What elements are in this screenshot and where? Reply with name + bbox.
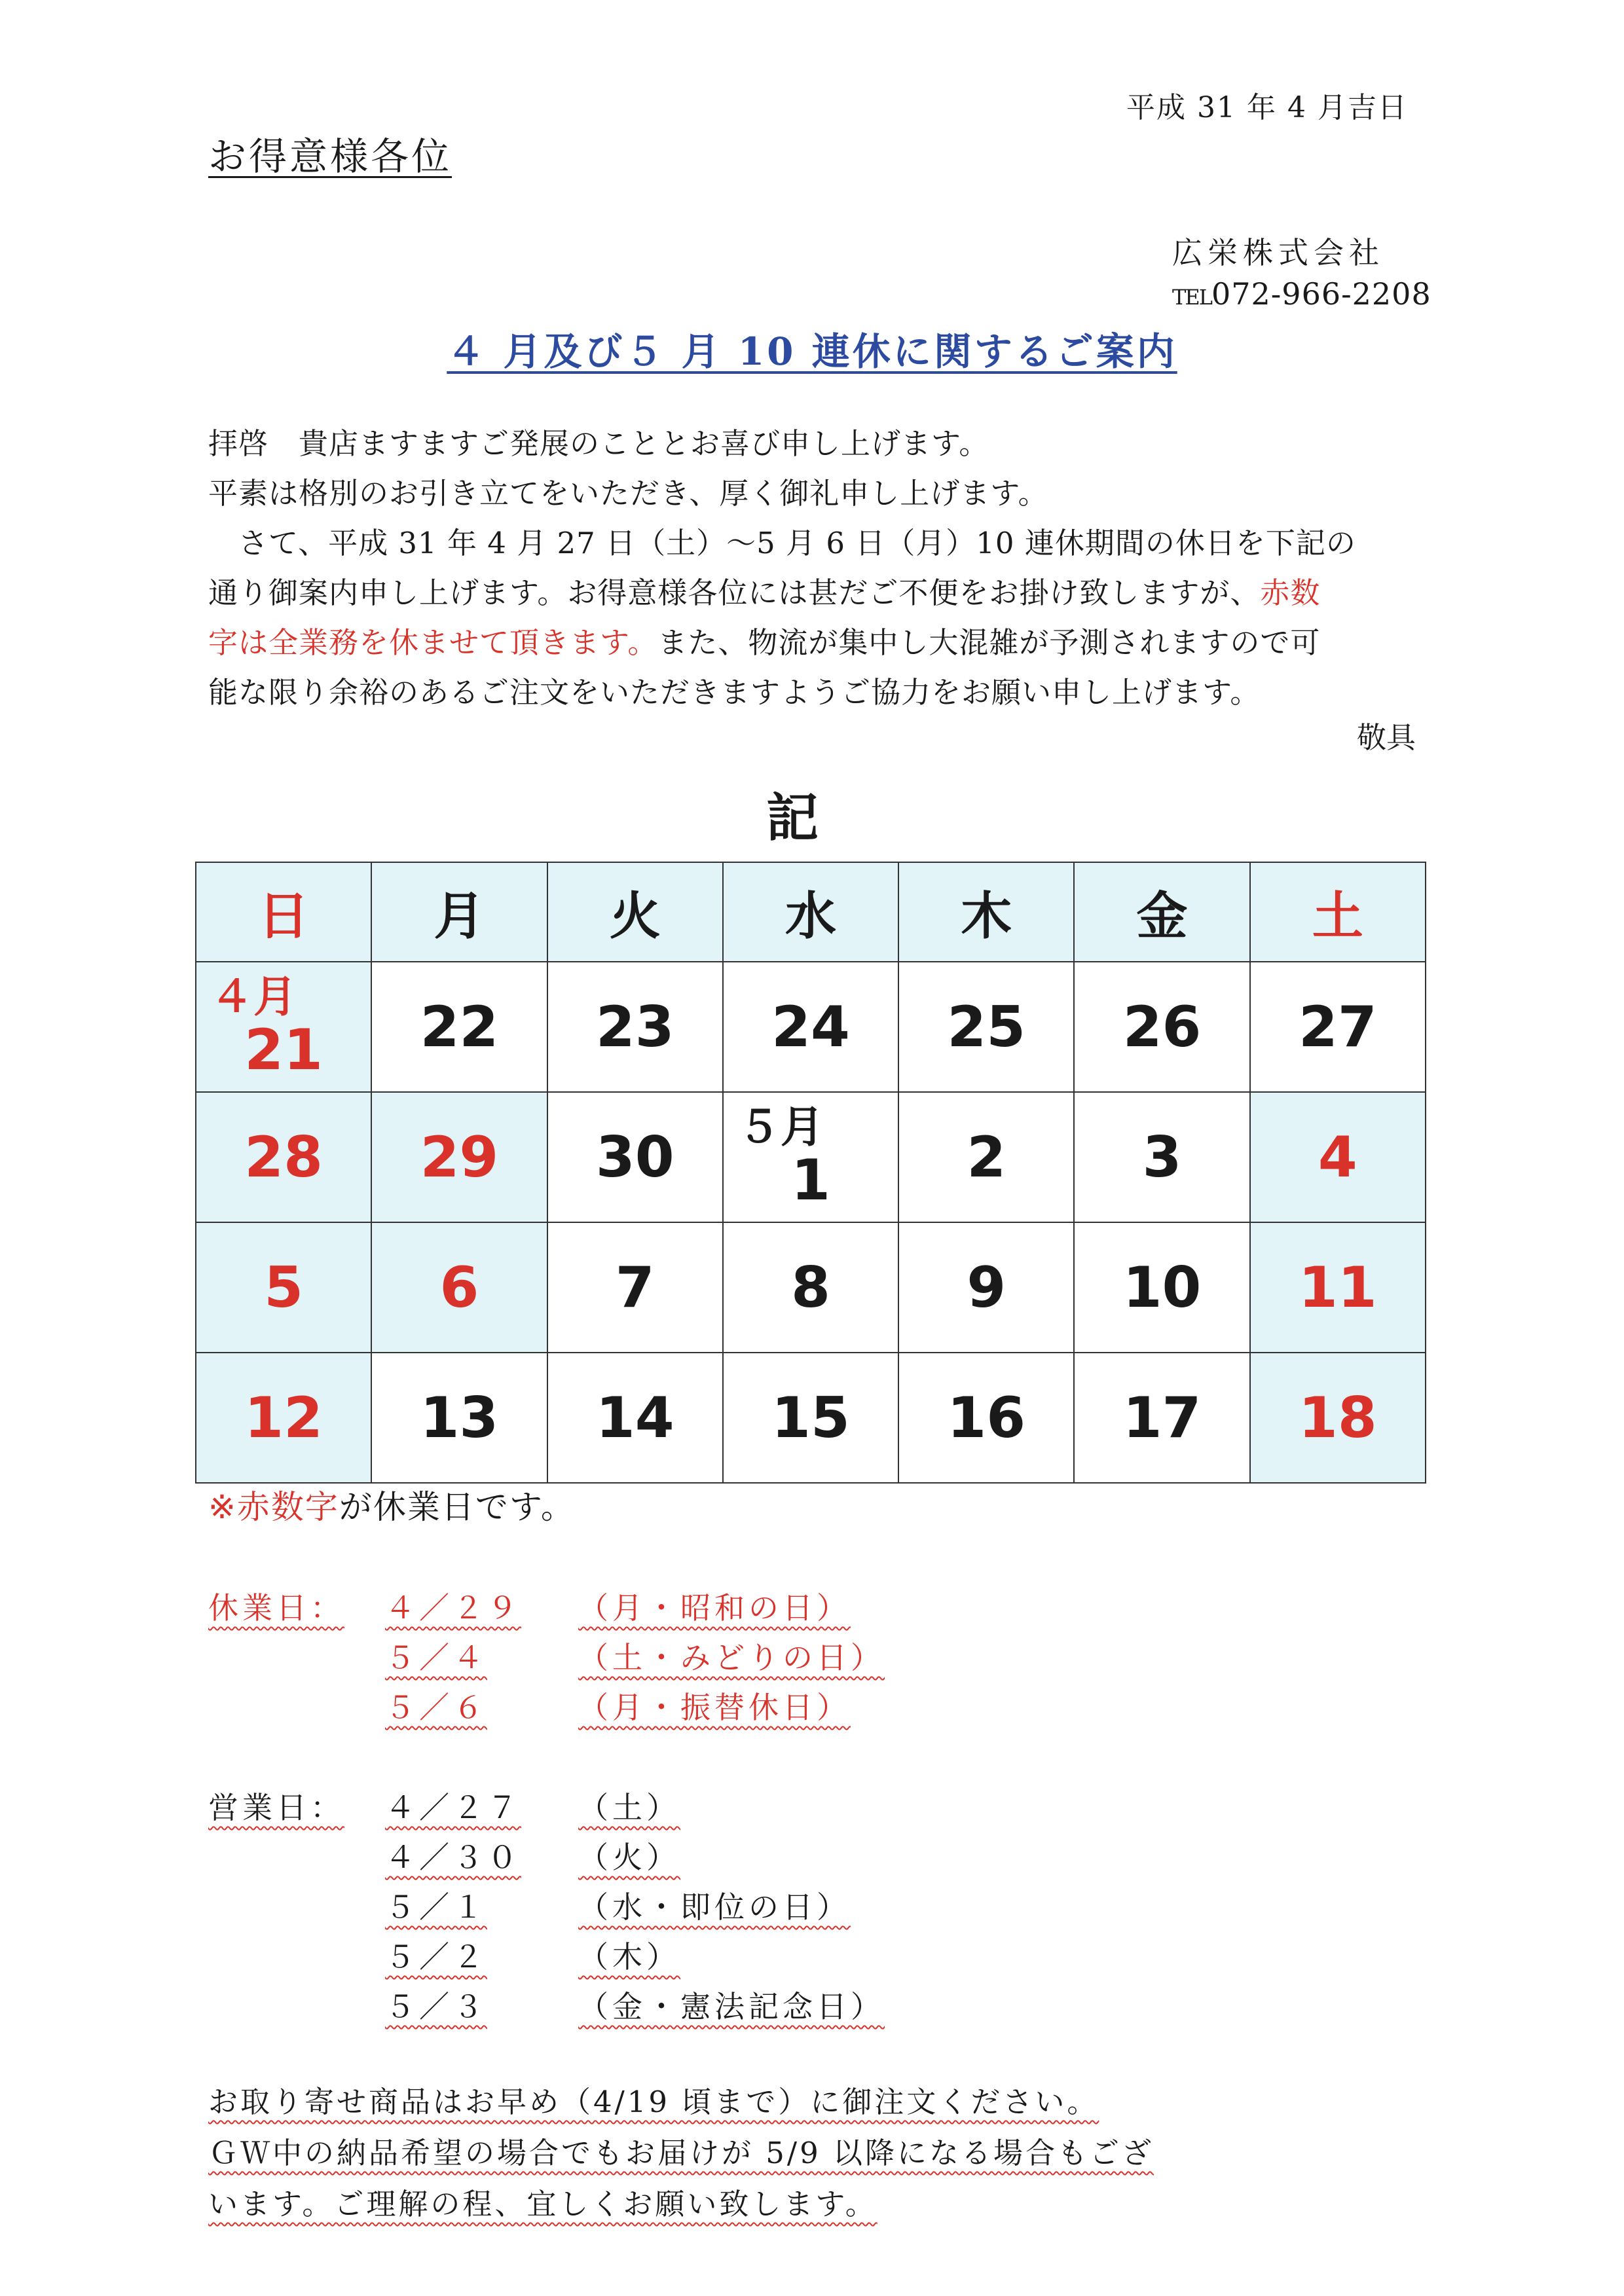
calendar-week <box>196 962 1426 1092</box>
calendar-day-holiday: 4 <box>1250 1092 1426 1222</box>
calendar-day-holiday: 5 <box>196 1222 371 1353</box>
calendar-day: 25 <box>898 962 1074 1092</box>
legend-text: が休業日です。 <box>339 1488 575 1526</box>
calendar-day: 16 <box>898 1353 1074 1483</box>
calendar-day: 22 <box>371 962 547 1092</box>
business-date: ５／１ <box>385 1889 487 1925</box>
body-line <box>208 568 1420 618</box>
ki-heading: 記 <box>766 787 821 848</box>
calendar-day: 26 <box>1074 962 1249 1092</box>
notice-body <box>208 419 1420 718</box>
holiday-calendar <box>195 862 1426 1484</box>
business-label: 営業日： <box>208 1790 344 1825</box>
calendar-day: 27 <box>1250 962 1426 1092</box>
calendar-day: 2 <box>898 1092 1074 1222</box>
business-desc: （木） <box>578 1939 680 1975</box>
weekday-wed: 水 <box>723 862 898 962</box>
calendar-week <box>196 1353 1426 1483</box>
month-label: ５月 <box>737 1101 824 1152</box>
day-number: 1 <box>791 1147 830 1213</box>
notice-title: ４ 月及び５ 月 10 連休に関するご案内 <box>447 329 1177 374</box>
body-line: さて、平成 31 年 4 月 27 日（土）～5 月 6 日（月）10 連休期間の休日を下記の <box>208 526 1356 560</box>
calendar-day: 7 <box>547 1222 723 1353</box>
order-notice-line: お取り寄せ商品はお早め（4/19 頃まで）に御注文ください。 <box>208 2085 1099 2119</box>
legend-red-label: ※赤数字 <box>208 1488 339 1526</box>
weekday-sun: 日 <box>196 862 371 962</box>
calendar-day: 23 <box>547 962 723 1092</box>
calendar-day-holiday <box>196 962 371 1092</box>
holiday-date: ５／６ <box>385 1690 487 1725</box>
calendar-week <box>196 1222 1426 1353</box>
calendar-day-holiday: 28 <box>196 1092 371 1222</box>
business-date: ５／３ <box>385 1989 487 2024</box>
calendar-header-row <box>196 862 1426 962</box>
calendar-day-holiday: 12 <box>196 1353 371 1483</box>
weekday-mon: 月 <box>371 862 547 962</box>
body-line: 平素は格別のお引き立てをいただき、厚く御礼申し上げます。 <box>208 476 1048 511</box>
order-notice <box>208 2077 1452 2230</box>
business-desc: （火） <box>578 1840 680 1875</box>
calendar-day: 14 <box>547 1353 723 1483</box>
business-day-list <box>208 1784 994 2046</box>
weekday-tue: 火 <box>547 862 723 962</box>
red-highlight: 赤数 <box>1260 575 1321 610</box>
tel-mark: TEL <box>1172 285 1211 310</box>
company-phone <box>1172 276 1431 312</box>
weekday-fri: 金 <box>1074 862 1249 962</box>
holiday-date: ５／４ <box>385 1640 487 1675</box>
calendar-day-holiday: 18 <box>1250 1353 1426 1483</box>
tel-number: 072-966-2208 <box>1211 276 1431 312</box>
holiday-desc: （月・振替休日） <box>578 1690 851 1725</box>
holiday-row <box>208 1584 344 1628</box>
body-text: また、物流が集中し大混雑が予測されますので可 <box>657 625 1321 660</box>
calendar-day-holiday: 6 <box>371 1222 547 1353</box>
body-line: 能な限り余裕のあるご注文をいただきますようご協力をお願い申し上げます。 <box>208 675 1261 710</box>
holiday-legend <box>208 1481 575 1528</box>
red-highlight: 字は全業務を休ませて頂きます。 <box>208 625 658 660</box>
calendar-day: 10 <box>1074 1222 1249 1353</box>
calendar-day: 9 <box>898 1222 1074 1353</box>
holiday-date: ４／２９ <box>385 1590 521 1626</box>
business-desc: （土） <box>578 1790 680 1825</box>
calendar-day: 8 <box>723 1222 898 1353</box>
holiday-list <box>208 1584 994 1741</box>
calendar-day-holiday: 29 <box>371 1092 547 1222</box>
calendar-day-holiday: 11 <box>1250 1222 1426 1353</box>
day-number: 21 <box>244 1017 323 1083</box>
issue-date: 平成 31 年 4 月吉日 <box>1126 91 1408 124</box>
company-name: 広栄株式会社 <box>1172 235 1384 270</box>
calendar-day: 3 <box>1074 1092 1249 1222</box>
body-text: 通り御案内申し上げます。お得意様各位には甚だご不便をお掛け致しますが、 <box>208 575 1261 610</box>
order-notice-line: ＧＷ中の納品希望の場合でもお届けが 5/9 以降になる場合もござ <box>208 2136 1154 2170</box>
calendar-day: 30 <box>547 1092 723 1222</box>
calendar-day: 15 <box>723 1353 898 1483</box>
body-line <box>208 618 1420 668</box>
calendar-day: 17 <box>1074 1353 1249 1483</box>
weekday-thu: 木 <box>898 862 1074 962</box>
business-desc: （水・即位の日） <box>578 1889 851 1925</box>
calendar-week <box>196 1092 1426 1222</box>
calendar-day <box>723 1092 898 1222</box>
order-notice-line: います。ご理解の程、宜しくお願い致します。 <box>208 2187 877 2221</box>
business-date: ５／２ <box>385 1939 487 1975</box>
calendar-day: 13 <box>371 1353 547 1483</box>
holiday-desc: （月・昭和の日） <box>578 1590 851 1626</box>
body-line: 拝啓 貴店ますますご発展のこととお喜び申し上げます。 <box>208 426 989 461</box>
addressee: お得意様各位 <box>208 134 452 179</box>
calendar-day: 24 <box>723 962 898 1092</box>
weekday-sat: 土 <box>1250 862 1426 962</box>
business-desc: （金・憲法記念日） <box>578 1989 885 2024</box>
closing-salutation: 敬具 <box>1356 720 1416 755</box>
month-label: ４月 <box>210 971 297 1022</box>
holiday-desc: （土・みどりの日） <box>578 1640 885 1675</box>
business-date: ４／３０ <box>385 1840 521 1875</box>
holiday-label: 休業日： <box>208 1590 344 1626</box>
business-date: ４／２７ <box>385 1790 521 1825</box>
